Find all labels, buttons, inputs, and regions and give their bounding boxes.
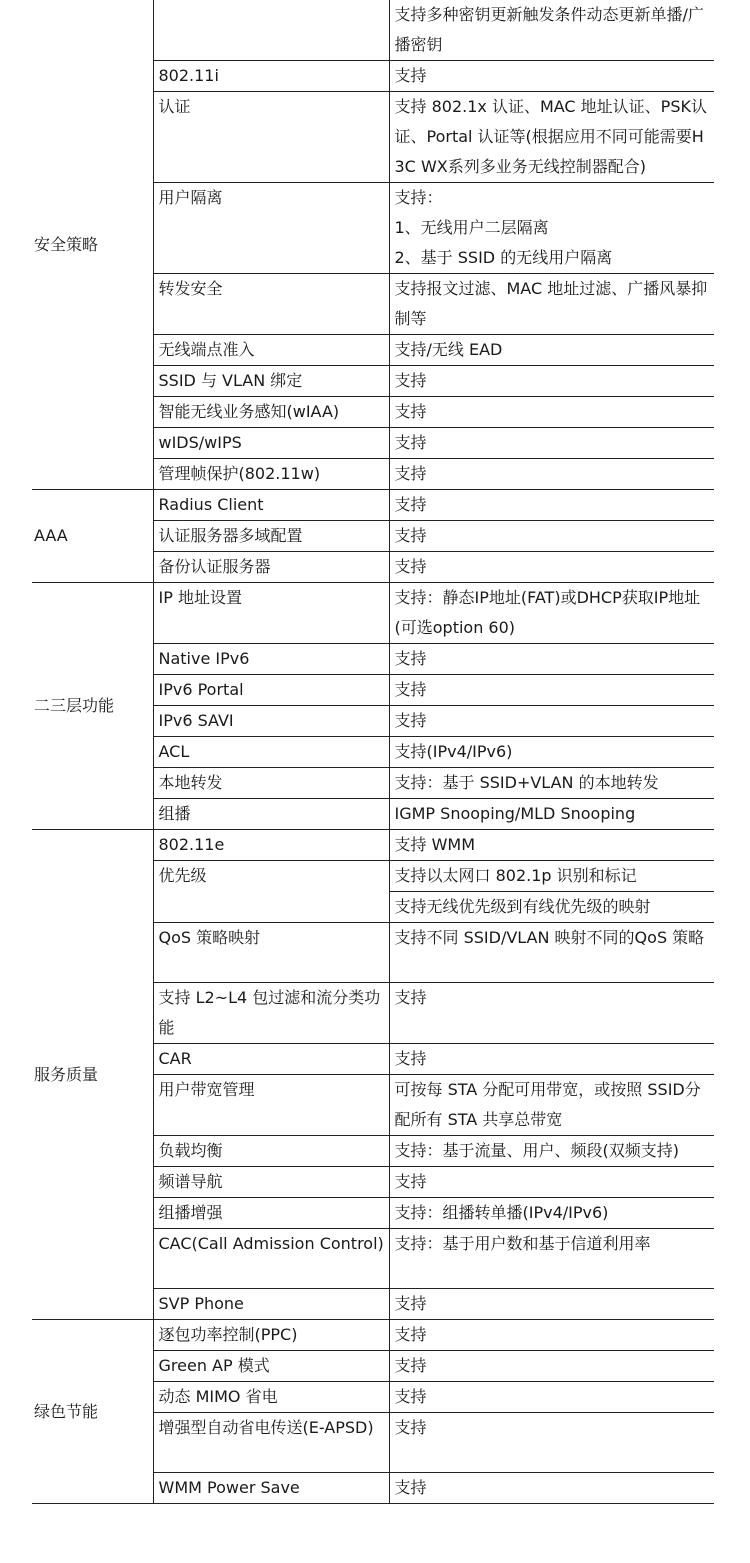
feature-cell: 组播 <box>153 799 389 830</box>
value-cell: 支持 <box>389 675 714 706</box>
value-cell: 支持 <box>389 397 714 428</box>
table-row <box>32 1320 714 1351</box>
value-cell: 支持 <box>389 459 714 490</box>
feature-cell: IPv6 Portal <box>153 675 389 706</box>
feature-cell: 管理帧保护(802.11w) <box>153 459 389 490</box>
feature-cell: Green AP 模式 <box>153 1351 389 1382</box>
feature-cell: Native IPv6 <box>153 644 389 675</box>
feature-cell: 认证服务器多域配置 <box>153 521 389 552</box>
feature-cell: 支持 L2~L4 包过滤和流分类功能 <box>153 983 389 1044</box>
feature-cell: 优先级 <box>153 861 389 923</box>
feature-cell: 逐包功率控制(PPC) <box>153 1320 389 1351</box>
value-cell: 支持/无线 EAD <box>389 335 714 366</box>
feature-cell: 802.11e <box>153 830 389 861</box>
feature-cell: 用户带宽管理 <box>153 1075 389 1136</box>
value-cell: 支持 <box>389 1044 714 1075</box>
category-cell: AAA <box>32 490 153 583</box>
value-cell: 支持 <box>389 1473 714 1504</box>
category-cell: 安全策略 <box>32 0 153 490</box>
value-cell: 支持 <box>389 1167 714 1198</box>
table-row <box>32 830 714 861</box>
value-cell: 支持 <box>389 1289 714 1320</box>
feature-cell: WMM Power Save <box>153 1473 389 1504</box>
value-cell: 支持：基于流量、用户、频段(双频支持) <box>389 1136 714 1167</box>
spec-table <box>32 0 714 1504</box>
feature-cell: IPv6 SAVI <box>153 706 389 737</box>
feature-cell: SSID 与 VLAN 绑定 <box>153 366 389 397</box>
value-cell: 支持 802.1x 认证、MAC 地址认证、PSK认证、Portal 认证等(根据应用不同可能需要H3C WX系列多业务无线控制器配合) <box>389 92 714 183</box>
feature-cell: ACL <box>153 737 389 768</box>
value-cell: 支持 <box>389 552 714 583</box>
value-cell: 支持 <box>389 490 714 521</box>
table-row <box>32 490 714 521</box>
category-cell: 二三层功能 <box>32 583 153 830</box>
value-cell: 可按每 STA 分配可用带宽，或按照 SSID分配所有 STA 共享总带宽 <box>389 1075 714 1136</box>
table-row <box>32 0 714 61</box>
value-cell: 支持 <box>389 983 714 1044</box>
feature-cell: 增强型自动省电传送(E-APSD) <box>153 1413 389 1473</box>
feature-cell: 频谱导航 <box>153 1167 389 1198</box>
value-cell: IGMP Snooping/MLD Snooping <box>389 799 714 830</box>
feature-cell: 动态 MIMO 省电 <box>153 1382 389 1413</box>
value-cell: 支持 WMM <box>389 830 714 861</box>
value-cell: 支持多种密钥更新触发条件动态更新单播/广播密钥 <box>389 0 714 61</box>
value-cell: 支持 <box>389 1320 714 1351</box>
feature-cell: 备份认证服务器 <box>153 552 389 583</box>
feature-cell: 本地转发 <box>153 768 389 799</box>
feature-cell: 智能无线业务感知(wIAA) <box>153 397 389 428</box>
value-cell: 支持：组播转单播(IPv4/IPv6) <box>389 1198 714 1229</box>
value-cell: 支持 <box>389 644 714 675</box>
feature-cell: 认证 <box>153 92 389 183</box>
value-cell: 支持以太网口 802.1p 识别和标记 <box>389 861 714 892</box>
feature-cell: 用户隔离 <box>153 183 389 274</box>
value-cell: 支持：基于用户数和基于信道利用率 <box>389 1229 714 1289</box>
feature-cell: CAC(Call Admission Control) <box>153 1229 389 1289</box>
feature-cell: Radius Client <box>153 490 389 521</box>
value-cell: 支持：静态IP地址(FAT)或DHCP获取IP地址(可选option 60) <box>389 583 714 644</box>
value-cell: 支持无线优先级到有线优先级的映射 <box>389 892 714 923</box>
feature-cell: CAR <box>153 1044 389 1075</box>
feature-cell <box>153 0 389 61</box>
value-cell: 支持：基于 SSID+VLAN 的本地转发 <box>389 768 714 799</box>
feature-cell: wIDS/wIPS <box>153 428 389 459</box>
feature-cell: 转发安全 <box>153 274 389 335</box>
value-cell: 支持 <box>389 366 714 397</box>
value-cell: 支持 <box>389 61 714 92</box>
value-cell: 支持(IPv4/IPv6) <box>389 737 714 768</box>
spec-table-body <box>32 0 714 1504</box>
value-cell: 支持 <box>389 1382 714 1413</box>
value-cell: 支持 <box>389 521 714 552</box>
feature-cell: IP 地址设置 <box>153 583 389 644</box>
category-cell: 服务质量 <box>32 830 153 1320</box>
table-row <box>32 583 714 644</box>
feature-cell: 无线端点准入 <box>153 335 389 366</box>
value-cell: 支持 <box>389 706 714 737</box>
feature-cell: 负载均衡 <box>153 1136 389 1167</box>
feature-cell: SVP Phone <box>153 1289 389 1320</box>
feature-cell: QoS 策略映射 <box>153 923 389 983</box>
value-cell: 支持 <box>389 1413 714 1473</box>
value-cell: 支持不同 SSID/VLAN 映射不同的QoS 策略 <box>389 923 714 983</box>
value-cell: 支持： 1、无线用户二层隔离 2、基于 SSID 的无线用户隔离 <box>389 183 714 274</box>
value-cell: 支持报文过滤、MAC 地址过滤、广播风暴抑制等 <box>389 274 714 335</box>
feature-cell: 组播增强 <box>153 1198 389 1229</box>
category-cell: 绿色节能 <box>32 1320 153 1504</box>
value-cell: 支持 <box>389 1351 714 1382</box>
value-cell: 支持 <box>389 428 714 459</box>
feature-cell: 802.11i <box>153 61 389 92</box>
